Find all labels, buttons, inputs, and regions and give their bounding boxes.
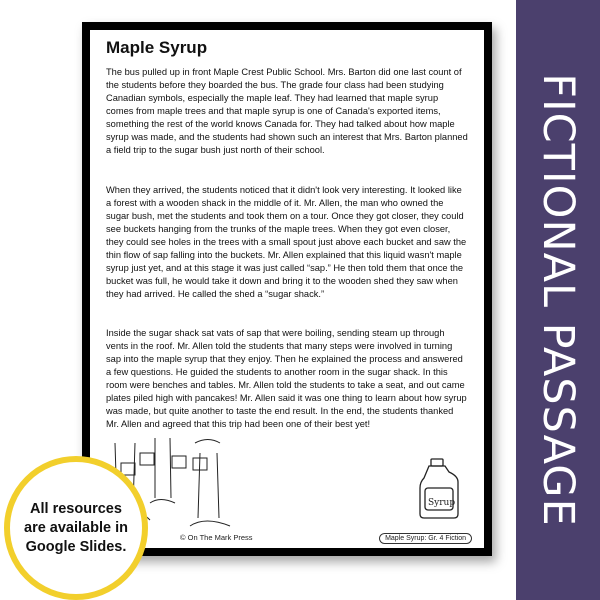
paragraph-1: The bus pulled up in front Maple Crest Public School. Mrs. Barton did one last count of the students before they boarded the bus. The grade four class had been studying Canadian symbols, especially the maple leaf. They had learned that maple syrup comes from maple trees and that maple syrup is one of Canada's exported items, something the rest of the world knows Canada for. They had talked about how maple syrup was made, and the students had shown such an interest that Mrs. Barton planned a field trip to the sugar bush just north of their school. [106, 67, 468, 155]
footer-tag: Maple Syrup: Gr. 4 Fiction [379, 533, 472, 544]
copyright-text: © On The Mark Press [180, 533, 253, 542]
google-slides-callout [4, 456, 148, 600]
callout-text: All resources are available in Google Slides. [24, 500, 128, 555]
category-banner [516, 0, 600, 600]
worksheet-title: Maple Syrup [106, 38, 208, 57]
worksheet-page [82, 22, 492, 556]
paragraph-2: When they arrived, the students noticed that it didn't look very interesting. It looked like a forest with a wooden shack in the middle of it. Mr. Allen, the man who owned the sugar bush, met the students and took them on a tour. Once they got closer, they could see buckets hanging from the trunks of the maple trees. When they got even closer, they could see holes in the trees with a small spout just above each bucket and saw the thin flow of sap falling into the buckets. Mr. Allen explained that this liquid wasn't maple syrup just yet, and at this stage it was just called “sap.” He then told them that once the bucket was full, he would take it down and bring it to the wooden shed they saw when they had arrived. He called the shed a “sugar shack.” [106, 185, 467, 299]
worksheet-content [90, 30, 484, 548]
banner-text: FICTIONAL PASSAGE [533, 73, 583, 527]
jug-label: Syrup [428, 498, 456, 508]
syrup-jug-illustration [416, 458, 462, 520]
paragraph-3: Inside the sugar shack sat vats of sap that were boiling, sending steam up through vents in the roof. Mr. Allen told the students that many steps were involved in turning sap into the maple syrup that they enjoy. Then he explained the process and answered a few questions. He guided the students to another room in the sugar shack. In this room were benches and tables. Mr. Allen told the students to take a seat, and out came plates piled high with pancakes! Mr. Allen said it was one thing to learn about how syrup was made, but quite another to taste the end result. In the end, the students thanked Mr. Allen and agreed that this trip had been one of their best yet! [106, 328, 467, 429]
